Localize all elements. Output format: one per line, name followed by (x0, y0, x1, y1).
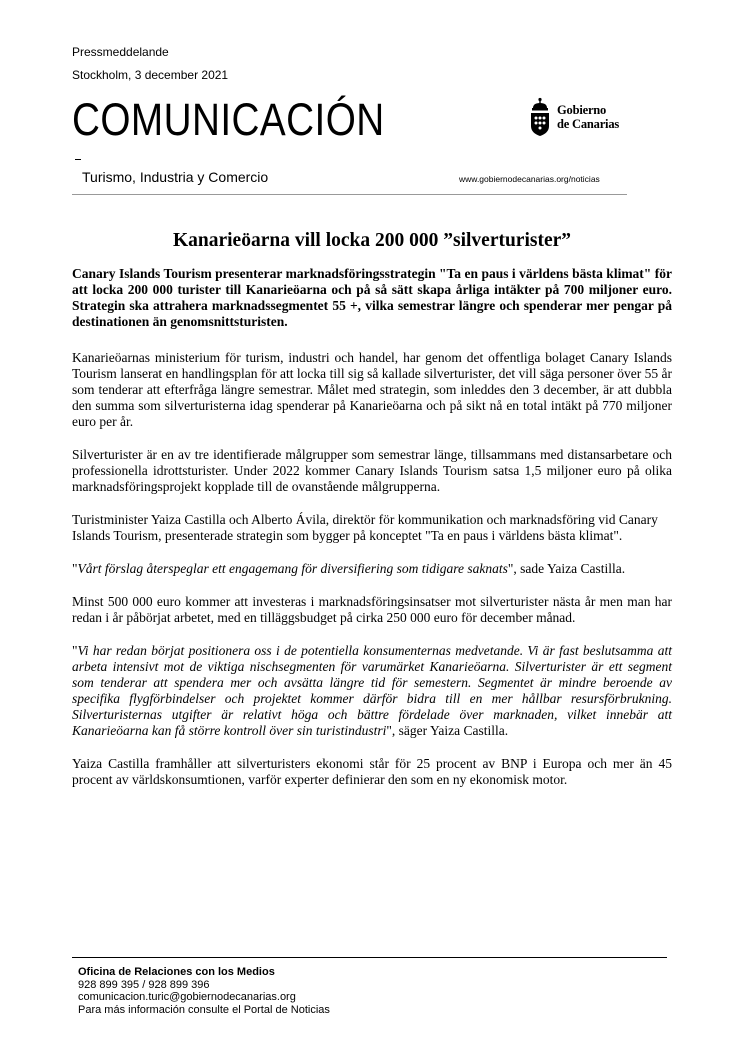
footer-more-info: Para más información consulte el Portal de Noticias (78, 1003, 330, 1016)
quote-1-text: Vårt förslag återspeglar ett engagemang för diversifiering som tidigare saknats (77, 561, 508, 576)
place-date: Stockholm, 3 december 2021 (72, 68, 229, 82)
paragraph-3: Turistminister Yaiza Castilla och Alberto Ávila, direktör för kommunikation och marknadsföring vid Canary Islands Tourism, presenterade strategin som bygger på konceptet "Ta en paus i världens bästa klimat". (72, 512, 658, 543)
article-title: Kanarieöarna vill locka 200 000 ”silverturister” (172, 230, 572, 251)
quote-2-open: " (72, 643, 78, 658)
header-dash (75, 159, 81, 160)
logo-line-2: de Canarias (557, 117, 620, 131)
footer-email[interactable]: comunicacion.turic@gobiernodecanarias.org (78, 991, 296, 1003)
lead-paragraph: Canary Islands Tourism presenterar marknadsföringsstrategin "Ta en paus i världens bästa klimat" för att locka 200 000 turister till Kanarieöarna och på så sätt skapa årliga intäkter på 700 miljoner euro. Strategin ska attrahera marknadssegmentet 55 +, vilka semestrar längre och spenderar mer pengar på destinationen än genomsnittsturisten. (72, 266, 672, 329)
quote-1-attribution: ", sade Yaiza Castilla. (507, 561, 626, 576)
coat-of-arms-icon (527, 97, 553, 137)
paragraph-4: Minst 500 000 euro kommer att investeras i marknadsföringsinsatser mot silverturister nästa år men man har redan i år påbörjat arbetet, med en tilläggsbudget på cirka 250 000 euro för december månad. (72, 594, 672, 625)
header-divider (72, 194, 627, 195)
quote-1 (72, 561, 672, 577)
logo-wordmark (557, 103, 619, 131)
footer-divider (72, 957, 667, 958)
quote-1-open: " (72, 561, 78, 576)
paragraph-5: Yaiza Castilla framhåller att silverturisters ekonomi står för 25 procent av BNP i Europa och mer än 45 procent av världskonsumtionen, varför experter definierar den som en ny ekonomisk motor. (72, 756, 672, 787)
footer-office: Oficina de Relaciones con los Medios (78, 966, 275, 978)
document-type: Pressmeddelande (72, 45, 169, 59)
quote-2-attribution: ", säger Yaiza Castilla. (386, 723, 509, 738)
gobierno-de-canarias-logo (527, 97, 647, 141)
paragraph-2: Silverturister är en av tre identifierade målgrupper som semestrar länge, tillsammans med distansarbetare och professionella idrottsturister. Under 2022 kommer Canary Islands Tourism satsa 1,5 miljoner euro på olika marknadsföringsprojekt kopplade till de ovanstående målgrupperna. (72, 447, 672, 494)
paragraph-1: Kanarieöarnas ministerium för turism, industri och handel, har genom det offentliga bolaget Canary Islands Tourism lanserat en handlingsplan för att locka till sig så kallade silverturister, det vill säga personer över 55 år som tenderar att efterfråga längre semestrar. Målet med strategin, som inleddes den 3 december, är att dubbla den summa som silverturisterna idag spenderar på Kanarieöarna och på sikt nå en total intäkt på 770 miljoner euro per år. (72, 350, 672, 429)
logo-line-1: Gobierno (557, 103, 607, 117)
footer-phones: 928 899 395 / 928 899 396 (78, 978, 210, 991)
brand-title: COMUNICACIÓN (72, 94, 385, 145)
department-name: Turismo, Industria y Comercio (82, 169, 269, 185)
quote-2 (72, 643, 672, 739)
quote-2-text: Vi har redan börjat positionera oss i de potentiella konsumenternas medvetande. Vi är fast beslutsamma att arbeta intensivt mot de viktiga nischsegmenten för varumärket Kanarieöarna. Silverturister är ett segment som tenderar att spendera mer och avsätta längre tid för semestern. Segmentet är mindre beroende av specifika flygförbindelser och projektet kommer därför bidra till en mer hållbar resursförbrukning. Silverturisternas utgifter är relativt höga och bättre fördelade över marknaden, vilket innebär att Kanarieöarna kan få större kontroll över sin turistindustri (72, 643, 672, 738)
website-link[interactable]: www.gobiernodecanarias.org/noticias (459, 174, 600, 184)
footer-contact (78, 966, 330, 1016)
article-body (72, 266, 672, 805)
